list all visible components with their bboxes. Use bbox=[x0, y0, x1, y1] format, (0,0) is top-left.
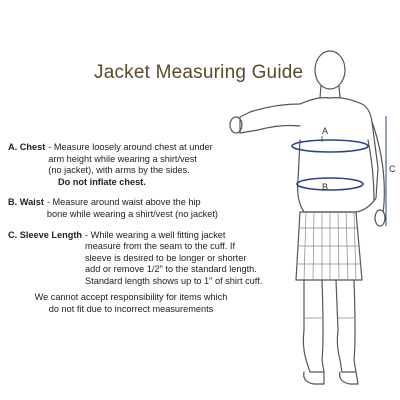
neck-outline bbox=[320, 86, 340, 98]
chest-description: - Measure loosely around chest at under arm height while wearing a shirt/vest (no jacket), with arms by the sides. bbox=[48, 142, 213, 176]
head-outline bbox=[315, 51, 345, 89]
sleeve-marker-label: C bbox=[389, 164, 396, 174]
kilt-pleats bbox=[297, 212, 361, 280]
raised-arm-outline bbox=[240, 104, 300, 133]
right-leg-outline bbox=[303, 280, 324, 372]
waist-marker-label: B bbox=[322, 182, 329, 192]
waist-label: B. Waist bbox=[8, 197, 44, 208]
chest-label: A. Chest bbox=[8, 142, 46, 152]
sleeve-label: C. Sleeve Length bbox=[8, 229, 83, 240]
disclaimer: We cannot accept responsibility for items which do not fit due to incorrect measurements bbox=[34, 292, 228, 314]
shoes-outline bbox=[304, 372, 358, 384]
chest-measure-line bbox=[292, 140, 368, 152]
chest-warning: Do not inflate chest. bbox=[58, 176, 146, 187]
figure-outline bbox=[230, 51, 385, 384]
jacket-outline bbox=[298, 98, 378, 212]
waist-description: - Measure around waist above the hip bone while wearing a shirt/vest (no jacket) bbox=[46, 197, 218, 219]
chest-marker-label: A bbox=[322, 126, 329, 136]
left-leg-outline bbox=[336, 280, 356, 372]
page-title: Jacket Measuring Guide bbox=[94, 62, 304, 83]
waist-measure-line bbox=[297, 178, 363, 190]
sleeve-description: - While wearing a well fitting jacket measure from the seam to the cuff. If sleeve is desired to be longer or shorter add or remove 1/2" to the standard length. Standard length shows up to 1" of shirt cuff. bbox=[85, 229, 263, 286]
left-hand-outline bbox=[375, 210, 385, 226]
